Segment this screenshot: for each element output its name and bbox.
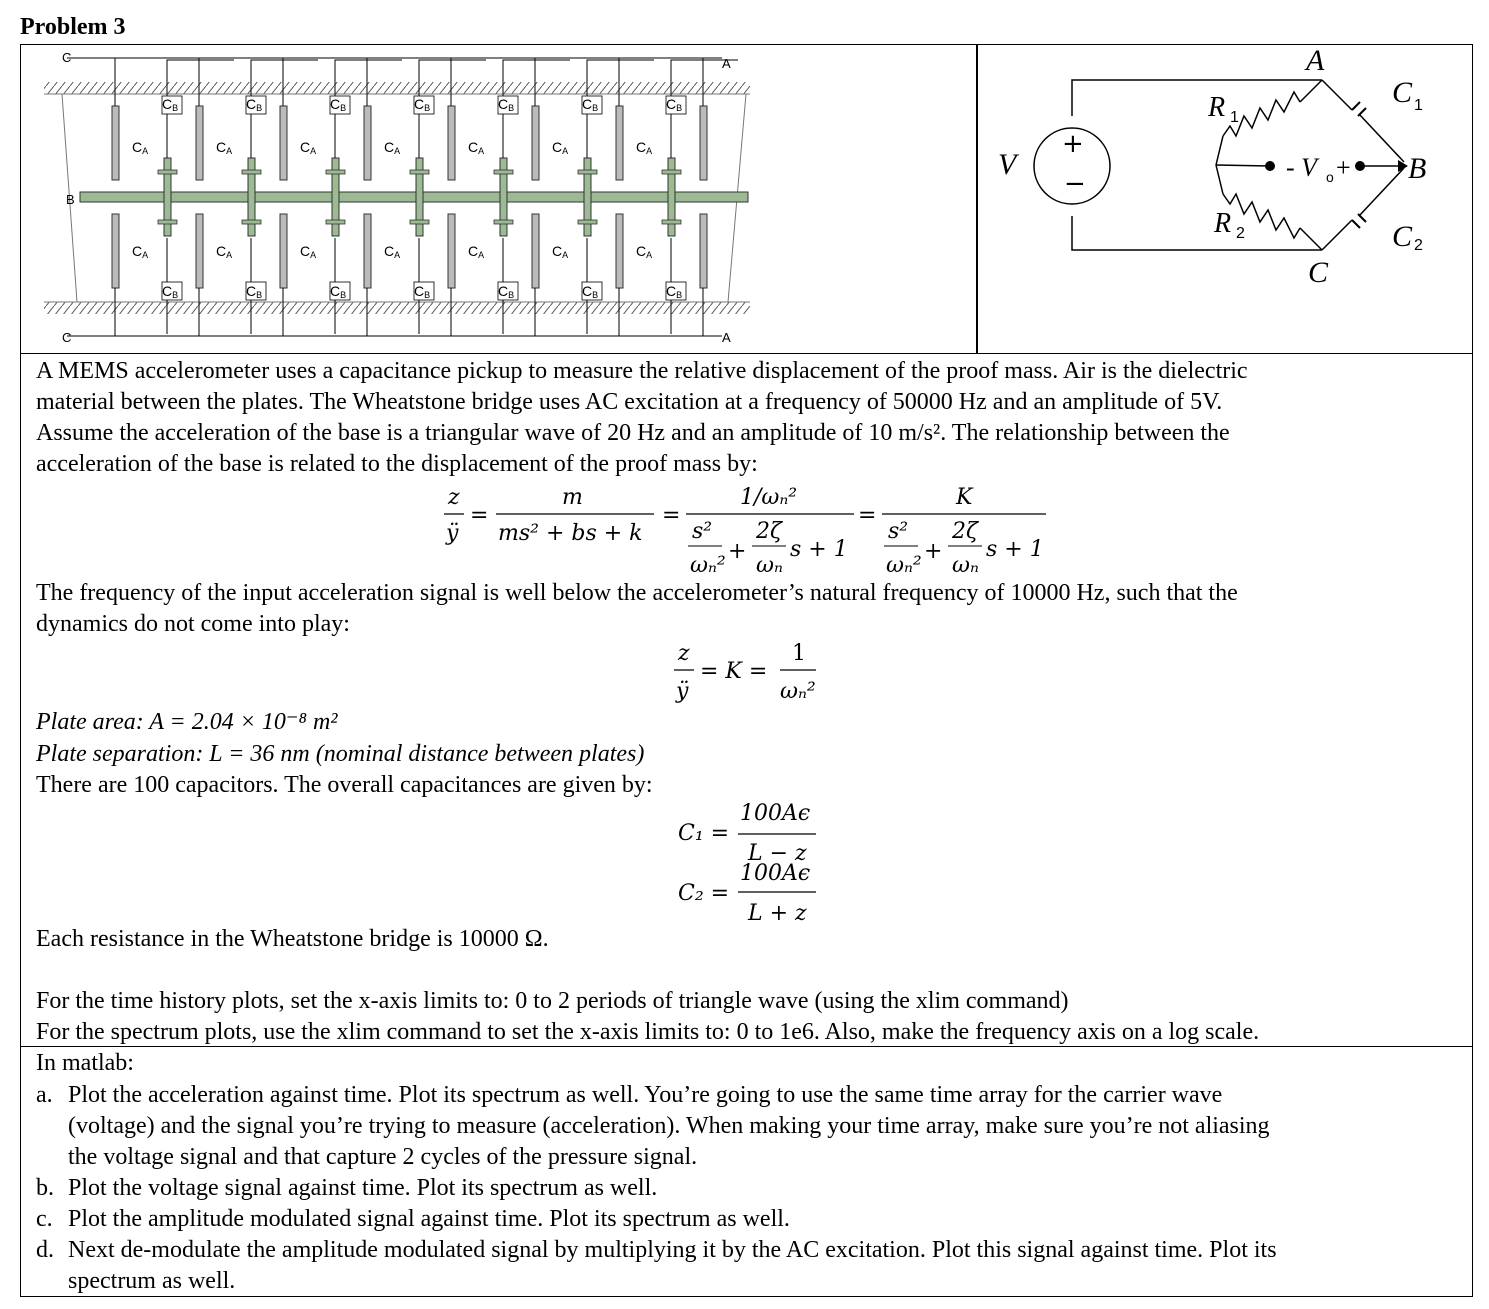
eq1-f2-den-a: s²: [692, 519, 713, 544]
fixed-electrode: [364, 106, 371, 180]
task-list: [36, 1080, 1456, 1297]
label-c2: C: [1392, 220, 1413, 253]
problem-title: Problem 3: [20, 14, 126, 40]
fixed-electrode: [700, 106, 707, 180]
label-b: B: [66, 192, 75, 207]
label-cb-top: CB: [582, 96, 599, 113]
fixed-electrode: [616, 214, 623, 288]
label-ca-bottom: CA: [636, 243, 653, 260]
eq1-eq-1: =: [470, 503, 489, 528]
label-vo: - V: [1286, 153, 1318, 182]
label-r2-sub: 2: [1236, 225, 1245, 242]
eq1-f3-den-tail: s + 1: [986, 537, 1044, 562]
eq1-f3-den-a-den: ωₙ²: [886, 553, 922, 578]
label-ca-top: CA: [300, 139, 317, 156]
eq1-f3-den-a: s²: [888, 519, 909, 544]
eq1-lhs-den: ÿ: [446, 521, 459, 546]
eq3-c1-den: L − z: [748, 841, 807, 866]
eq3-c2: C₂ =: [678, 881, 730, 906]
intro-line-3: Assume the acceleration of the base is a triangular wave of 20 Hz and an amplitude of 10 m/s². The relationship between the: [36, 420, 1230, 446]
eq3-c2-den: L + z: [748, 901, 807, 926]
label-cb-top: CB: [162, 96, 179, 113]
label-c2-sub: 2: [1414, 237, 1423, 254]
label-a-top: A: [722, 56, 731, 71]
eq1-lhs-num: z: [448, 485, 460, 510]
label-r2: R: [1214, 208, 1232, 239]
task-c-line-1: Plot the amplitude modulated signal against time. Plot its spectrum as well.: [68, 1206, 790, 1232]
task-d-line-1: Next de-modulate the amplitude modulated signal by multiplying it by the AC excitation. Plot this signal against time. Plot its: [68, 1237, 1277, 1263]
eq1-eq-2: =: [662, 503, 681, 528]
task-b-marker: b.: [36, 1175, 54, 1201]
eq3-c1: C₁ =: [678, 821, 730, 846]
eq1-f3-num: K: [956, 485, 973, 510]
label-ca-bottom: CA: [384, 243, 401, 260]
fixed-electrode: [448, 214, 455, 288]
eq1-f2-plus: +: [728, 539, 747, 564]
eq1-f3-den-b: 2ζ: [952, 519, 978, 544]
task-b-line-1: Plot the voltage signal against time. Plot its spectrum as well.: [68, 1175, 658, 1201]
label-c-bottom: C: [62, 330, 72, 345]
static-gain-equation: [670, 636, 830, 712]
task-a: [36, 1080, 1456, 1173]
fixed-electrode: [364, 214, 371, 288]
eq2-rnum: 1: [792, 641, 806, 666]
intro-line-4: acceleration of the base is related to the displacement of the proof mass by:: [36, 451, 758, 477]
fixed-electrode: [112, 106, 119, 180]
eq3-c1-num: 100Aϵ: [740, 801, 811, 826]
label-ca-bottom: CA: [552, 243, 569, 260]
label-r1: R: [1208, 92, 1226, 123]
label-ca-top: CA: [216, 139, 233, 156]
eq1-eq-3: =: [858, 503, 877, 528]
mid-paragraph: [36, 578, 1238, 640]
task-b: [36, 1173, 1456, 1204]
label-cb-bottom: CB: [246, 283, 263, 300]
eq3-c2-num: 100Aϵ: [740, 861, 811, 886]
fixed-electrode: [700, 214, 707, 288]
node-b: B: [1408, 152, 1427, 185]
label-vo-plus: +: [1336, 153, 1351, 182]
node-a: A: [1306, 46, 1325, 77]
task-d: [36, 1235, 1456, 1297]
label-cb-bottom: CB: [162, 283, 179, 300]
fixed-electrode: [532, 106, 539, 180]
label-cb-top: CB: [246, 96, 263, 113]
fixed-electrode: [616, 106, 623, 180]
matlab-heading: In matlab:: [36, 1050, 134, 1076]
eq1-f2-den-b-den: ωₙ: [756, 553, 783, 578]
wheatstone-bridge-diagram: [978, 46, 1472, 352]
node-c: C: [1308, 256, 1329, 289]
source-minus: −: [1064, 169, 1086, 199]
eq2-num: z: [678, 641, 690, 666]
task-c: [36, 1204, 1456, 1235]
resistance-text: Each resistance in the Wheatstone bridge is 10000 Ω.: [36, 926, 549, 952]
task-a-line-2: (voltage) and the signal you’re trying to measure (acceleration). When making your time array, make sure you’re not aliasing: [68, 1113, 1270, 1139]
label-c1: C: [1392, 76, 1413, 109]
label-ca-bottom: CA: [468, 243, 485, 260]
eq1-f2-num: 1/ωₙ²: [740, 485, 798, 510]
label-cb-bottom: CB: [330, 283, 347, 300]
label-ca-top: CA: [132, 139, 149, 156]
label-cb-top: CB: [666, 96, 683, 113]
intro-line-1: A MEMS accelerometer uses a capacitance pickup to measure the relative displacement of the proof mass. Air is the dielectric: [36, 358, 1248, 384]
intro-line-2: material between the plates. The Wheatstone bridge uses AC excitation at a frequency of 50000 Hz and an amplitude of 5V.: [36, 389, 1223, 415]
eq2-den: ÿ: [676, 679, 689, 704]
plate-separation: Plate separation: L = 36 nm (nominal distance between plates): [36, 741, 645, 767]
capacitance-equations: [676, 796, 836, 926]
task-d-line-2: spectrum as well.: [68, 1268, 236, 1294]
label-c-top: C: [62, 50, 72, 65]
eq1-f3-den-b-den: ωₙ: [952, 553, 979, 578]
fixed-electrode: [280, 106, 287, 180]
fixed-electrode: [196, 106, 203, 180]
eq1-f1-num: m: [562, 485, 583, 510]
eq1-f2-den-a-den: ωₙ²: [690, 553, 726, 578]
label-cb-top: CB: [498, 96, 515, 113]
eq2-rden: ωₙ²: [780, 679, 816, 704]
fixed-electrode: [448, 106, 455, 180]
label-ca-top: CA: [636, 139, 653, 156]
mid-line-2: dynamics do not come into play:: [36, 611, 350, 637]
capacitors-text: There are 100 capacitors. The overall capacitances are given by:: [36, 772, 653, 798]
label-cb-bottom: CB: [582, 283, 599, 300]
source-v: V: [998, 148, 1017, 181]
label-ca-top: CA: [384, 139, 401, 156]
label-ca-top: CA: [468, 139, 485, 156]
fixed-electrode: [112, 214, 119, 288]
label-cb-top: CB: [414, 96, 431, 113]
intro-paragraph: [36, 356, 1248, 480]
fixed-electrode: [196, 214, 203, 288]
plate-area: Plate area: A = 2.04 × 10⁻⁸ m²: [36, 709, 338, 735]
eq1-f2-den-b: 2ζ: [756, 519, 782, 544]
task-a-line-3: the voltage signal and that capture 2 cycles of the pressure signal.: [68, 1144, 698, 1170]
task-a-marker: a.: [36, 1082, 53, 1108]
label-cb-bottom: CB: [498, 283, 515, 300]
label-r1-sub: 1: [1230, 109, 1239, 126]
source-plus: +: [1062, 129, 1084, 159]
task-a-line-1: Plot the acceleration against time. Plot its spectrum as well. You’re going to use the same time array for the carrier wave: [68, 1082, 1223, 1108]
plots-spectrum-text: For the spectrum plots, use the xlim command to set the x-axis limits to: 0 to 1e6. Also, make the frequency axis on a log scale.: [36, 1019, 1260, 1045]
task-c-marker: c.: [36, 1206, 53, 1232]
label-ca-bottom: CA: [132, 243, 149, 260]
eq1-f3-plus: +: [924, 539, 943, 564]
label-cb-top: CB: [330, 96, 347, 113]
eq2-mid: = K =: [700, 659, 768, 684]
eq1-f2-den-tail: s + 1: [790, 537, 848, 562]
comb-drive-diagram: [22, 46, 972, 352]
fixed-electrode: [532, 214, 539, 288]
label-cb-bottom: CB: [414, 283, 431, 300]
label-ca-bottom: CA: [300, 243, 317, 260]
mid-line-1: The frequency of the input acceleration signal is well below the accelerometer’s natural frequency of 10000 Hz, such that the: [36, 580, 1238, 606]
label-a-bottom: A: [722, 330, 731, 345]
fixed-electrode: [280, 214, 287, 288]
task-d-marker: d.: [36, 1237, 54, 1263]
plots-time-text: For the time history plots, set the x-axis limits to: 0 to 2 periods of triangle wave (using the xlim command): [36, 988, 1069, 1014]
label-cb-bottom: CB: [666, 283, 683, 300]
transfer-function-equation: [440, 480, 1060, 584]
label-ca-top: CA: [552, 139, 569, 156]
eq1-f1-den: ms² + bs + k: [498, 521, 643, 546]
label-c1-sub: 1: [1414, 97, 1423, 114]
label-vo-sub: o: [1326, 169, 1334, 185]
label-ca-bottom: CA: [216, 243, 233, 260]
